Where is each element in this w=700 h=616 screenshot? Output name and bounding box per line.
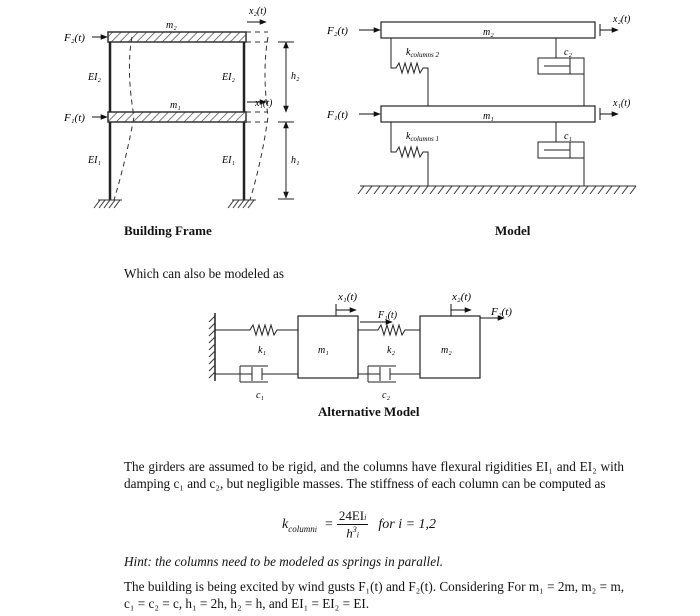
alt-damper-c1: [215, 366, 298, 382]
alt-x1-label: x₁(t): [338, 291, 358, 303]
deformed-right-column: [250, 37, 268, 200]
frame-ground-left: [94, 200, 122, 208]
top-girder: [108, 32, 246, 42]
model-f1-label: F₁(t): [327, 109, 348, 121]
frame-x2-label: x₂(t): [249, 6, 267, 17]
model-lower-damper: [538, 122, 584, 186]
model-caption: Model: [495, 223, 531, 238]
alt-damper-c2: [358, 366, 420, 382]
alt-m2-label: m₂: [441, 345, 452, 356]
frame-ei1-left-label: EI₁: [88, 155, 101, 166]
model-f2-label: F₂(t): [327, 25, 348, 37]
frame-ei1-right-label: EI₁: [222, 155, 235, 166]
frame-m2-label: m₂: [166, 20, 177, 31]
alternative-model: [209, 291, 512, 401]
frame-ei2-right-label: EI₂: [222, 72, 235, 83]
model-upper-damper: [538, 38, 584, 106]
alt-x2-label: x₂(t): [452, 291, 472, 303]
alt-spring-k1: [215, 325, 298, 335]
model-k2-label: $k_{columns 2}$: [406, 47, 440, 59]
alternative-model-caption: Alternative Model: [318, 404, 420, 419]
formula-numerator: 24EI: [338, 508, 365, 523]
frame-m1-label: m₁: [170, 100, 181, 111]
formula-denominator: h: [346, 525, 353, 541]
alt-c2-label: c₂: [382, 390, 390, 401]
frame-h1-label: h₁: [291, 155, 300, 166]
lower-girder: [108, 112, 246, 122]
alt-k1-label: k₁: [258, 345, 266, 356]
model-k1-label: $k_{columns 1}$: [406, 131, 440, 143]
frame-x1-label: x₁(t): [255, 98, 273, 109]
formula-lhs-sub: column: [288, 523, 315, 534]
model-x2-label: x₂(t): [613, 14, 631, 25]
formula-lhs: k: [282, 516, 289, 532]
frame-ground-right: [228, 200, 256, 208]
model-c2-label: c₂: [564, 47, 572, 58]
frame-f2-label: F₂(t): [64, 32, 85, 44]
stiffness-formula: k column i = 24EIi $h^3i$ for i = 1,2: [282, 508, 437, 541]
formula-fraction: 24EIi $h^3i$: [338, 508, 367, 541]
model-m1-label: m₁: [483, 111, 494, 122]
alt-m1-label: m₁: [318, 345, 329, 356]
model-c1-label: c₁: [564, 131, 572, 142]
building-frame: [63, 6, 300, 208]
formula-tail: for i = 1,2: [378, 516, 437, 532]
alt-spring-k2: [358, 325, 420, 335]
frame-h2-label: h₂: [291, 71, 300, 82]
alt-c1-label: c₁: [256, 390, 264, 401]
alt-f1-label: F₁(t): [378, 310, 398, 321]
alt-k2-label: k₂: [387, 345, 395, 356]
model-ground: [358, 186, 636, 194]
frame-f1-label: F₁(t): [64, 112, 85, 124]
excitation-paragraph: The building is being excited by wind gusts F₁(t) and F₂(t). Considering For m₁ = 2m, m₂ = m, c₁ = c₂ = c, h₁ = 2h, h₂ = h, and EI₁ = EI₂ = EI.: [124, 579, 624, 611]
hint-text: Hint: the columns need to be modeled as springs in parallel.: [124, 554, 444, 569]
also-modeled-text: Which can also be modeled as: [124, 266, 285, 281]
model-x1-label: x₁(t): [613, 98, 631, 109]
frame-ei2-left-label: EI₂: [88, 72, 101, 83]
model-diagram: [326, 14, 636, 194]
building-frame-caption: Building Frame: [124, 223, 212, 238]
description-paragraph: The girders are assumed to be rigid, and the columns have flexural rigidities EI₁ and EI₂ with damping c₁ and c₂, but negligible masses. The stiffness of each column can be computed as: [124, 459, 624, 491]
model-m2-label: m₂: [483, 27, 494, 38]
alt-f2-label: F₂(t): [491, 306, 512, 318]
